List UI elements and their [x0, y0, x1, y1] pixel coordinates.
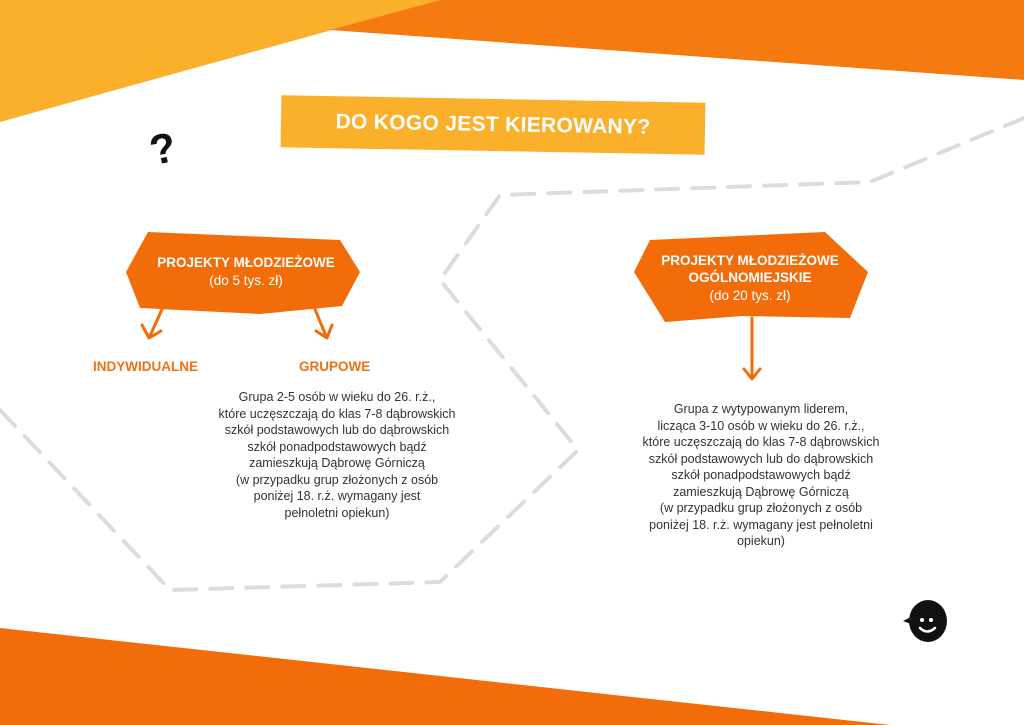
question-mark-icon: ?: [145, 122, 181, 175]
label-group: GRUPOWE: [299, 359, 371, 374]
citywide-description-line: Grupa z wytypowanym liderem,: [673, 402, 849, 416]
group-description-line: Grupa 2-5 osób w wieku do 26. r.ż.,: [238, 390, 436, 404]
citywide-description-line: które uczęszczają do klas 7-8 dąbrowskich: [642, 435, 880, 449]
group-description-line: pełnoletni opiekun): [284, 505, 390, 520]
bottom-orange-band: [0, 628, 890, 725]
citywide-description-line: szkół podstawowych lub do dąbrowskich: [648, 451, 874, 466]
badge-youth-projects-amount: (do 5 tys. zł): [209, 273, 283, 288]
citywide-description-line: (w przypadku grup złożonych z osób: [659, 501, 863, 515]
citywide-description-line: opiekun): [737, 534, 785, 548]
badge-youth-projects: [130, 230, 362, 314]
badge-citywide-title-line2: OGÓLNOMIEJSKIE: [688, 270, 812, 286]
citywide-description-line: zamieszkują Dąbrowę Górniczą: [673, 484, 849, 499]
group-description-line: szkół podstawowych lub do dąbrowskich: [224, 423, 450, 437]
badge-youth-projects-title: PROJEKTY MŁODZIEŻOWE: [157, 255, 335, 271]
citywide-description: [620, 401, 902, 550]
citywide-description-line: szkół ponadpodstawowych bądź: [671, 468, 851, 482]
page-title: DO KOGO JEST KIEROWANY?: [335, 110, 651, 139]
page-title-banner: [281, 95, 706, 154]
group-description: [196, 389, 478, 521]
group-description-line: które uczęszczają do klas 7-8 dąbrowskich: [218, 406, 456, 421]
group-description-line: poniżej 18. r.ż. wymagany jest: [253, 489, 421, 503]
group-description-line: szkół ponadpodstawowych bądź: [247, 439, 427, 454]
label-individual: INDYWIDUALNE: [93, 359, 198, 374]
citywide-description-line: licząca 3-10 osób w wieku do 26. r.ż.,: [657, 418, 865, 433]
arrow-right-general: [744, 318, 760, 379]
smiley-face-icon: [900, 596, 952, 648]
badge-citywide-title-line1: PROJEKTY MŁODZIEŻOWE: [661, 252, 839, 268]
badge-citywide-amount: (do 20 tys. zł): [709, 287, 791, 303]
badge-citywide-projects: [632, 232, 868, 324]
group-description-line: (w przypadku grup złożonych z osób: [235, 472, 439, 487]
citywide-description-line: poniżej 18. r.ż. wymagany jest pełnoletni: [649, 517, 873, 532]
top-orange-band: [330, 0, 1024, 80]
group-description-line: zamieszkują Dąbrowę Górniczą: [249, 456, 425, 470]
